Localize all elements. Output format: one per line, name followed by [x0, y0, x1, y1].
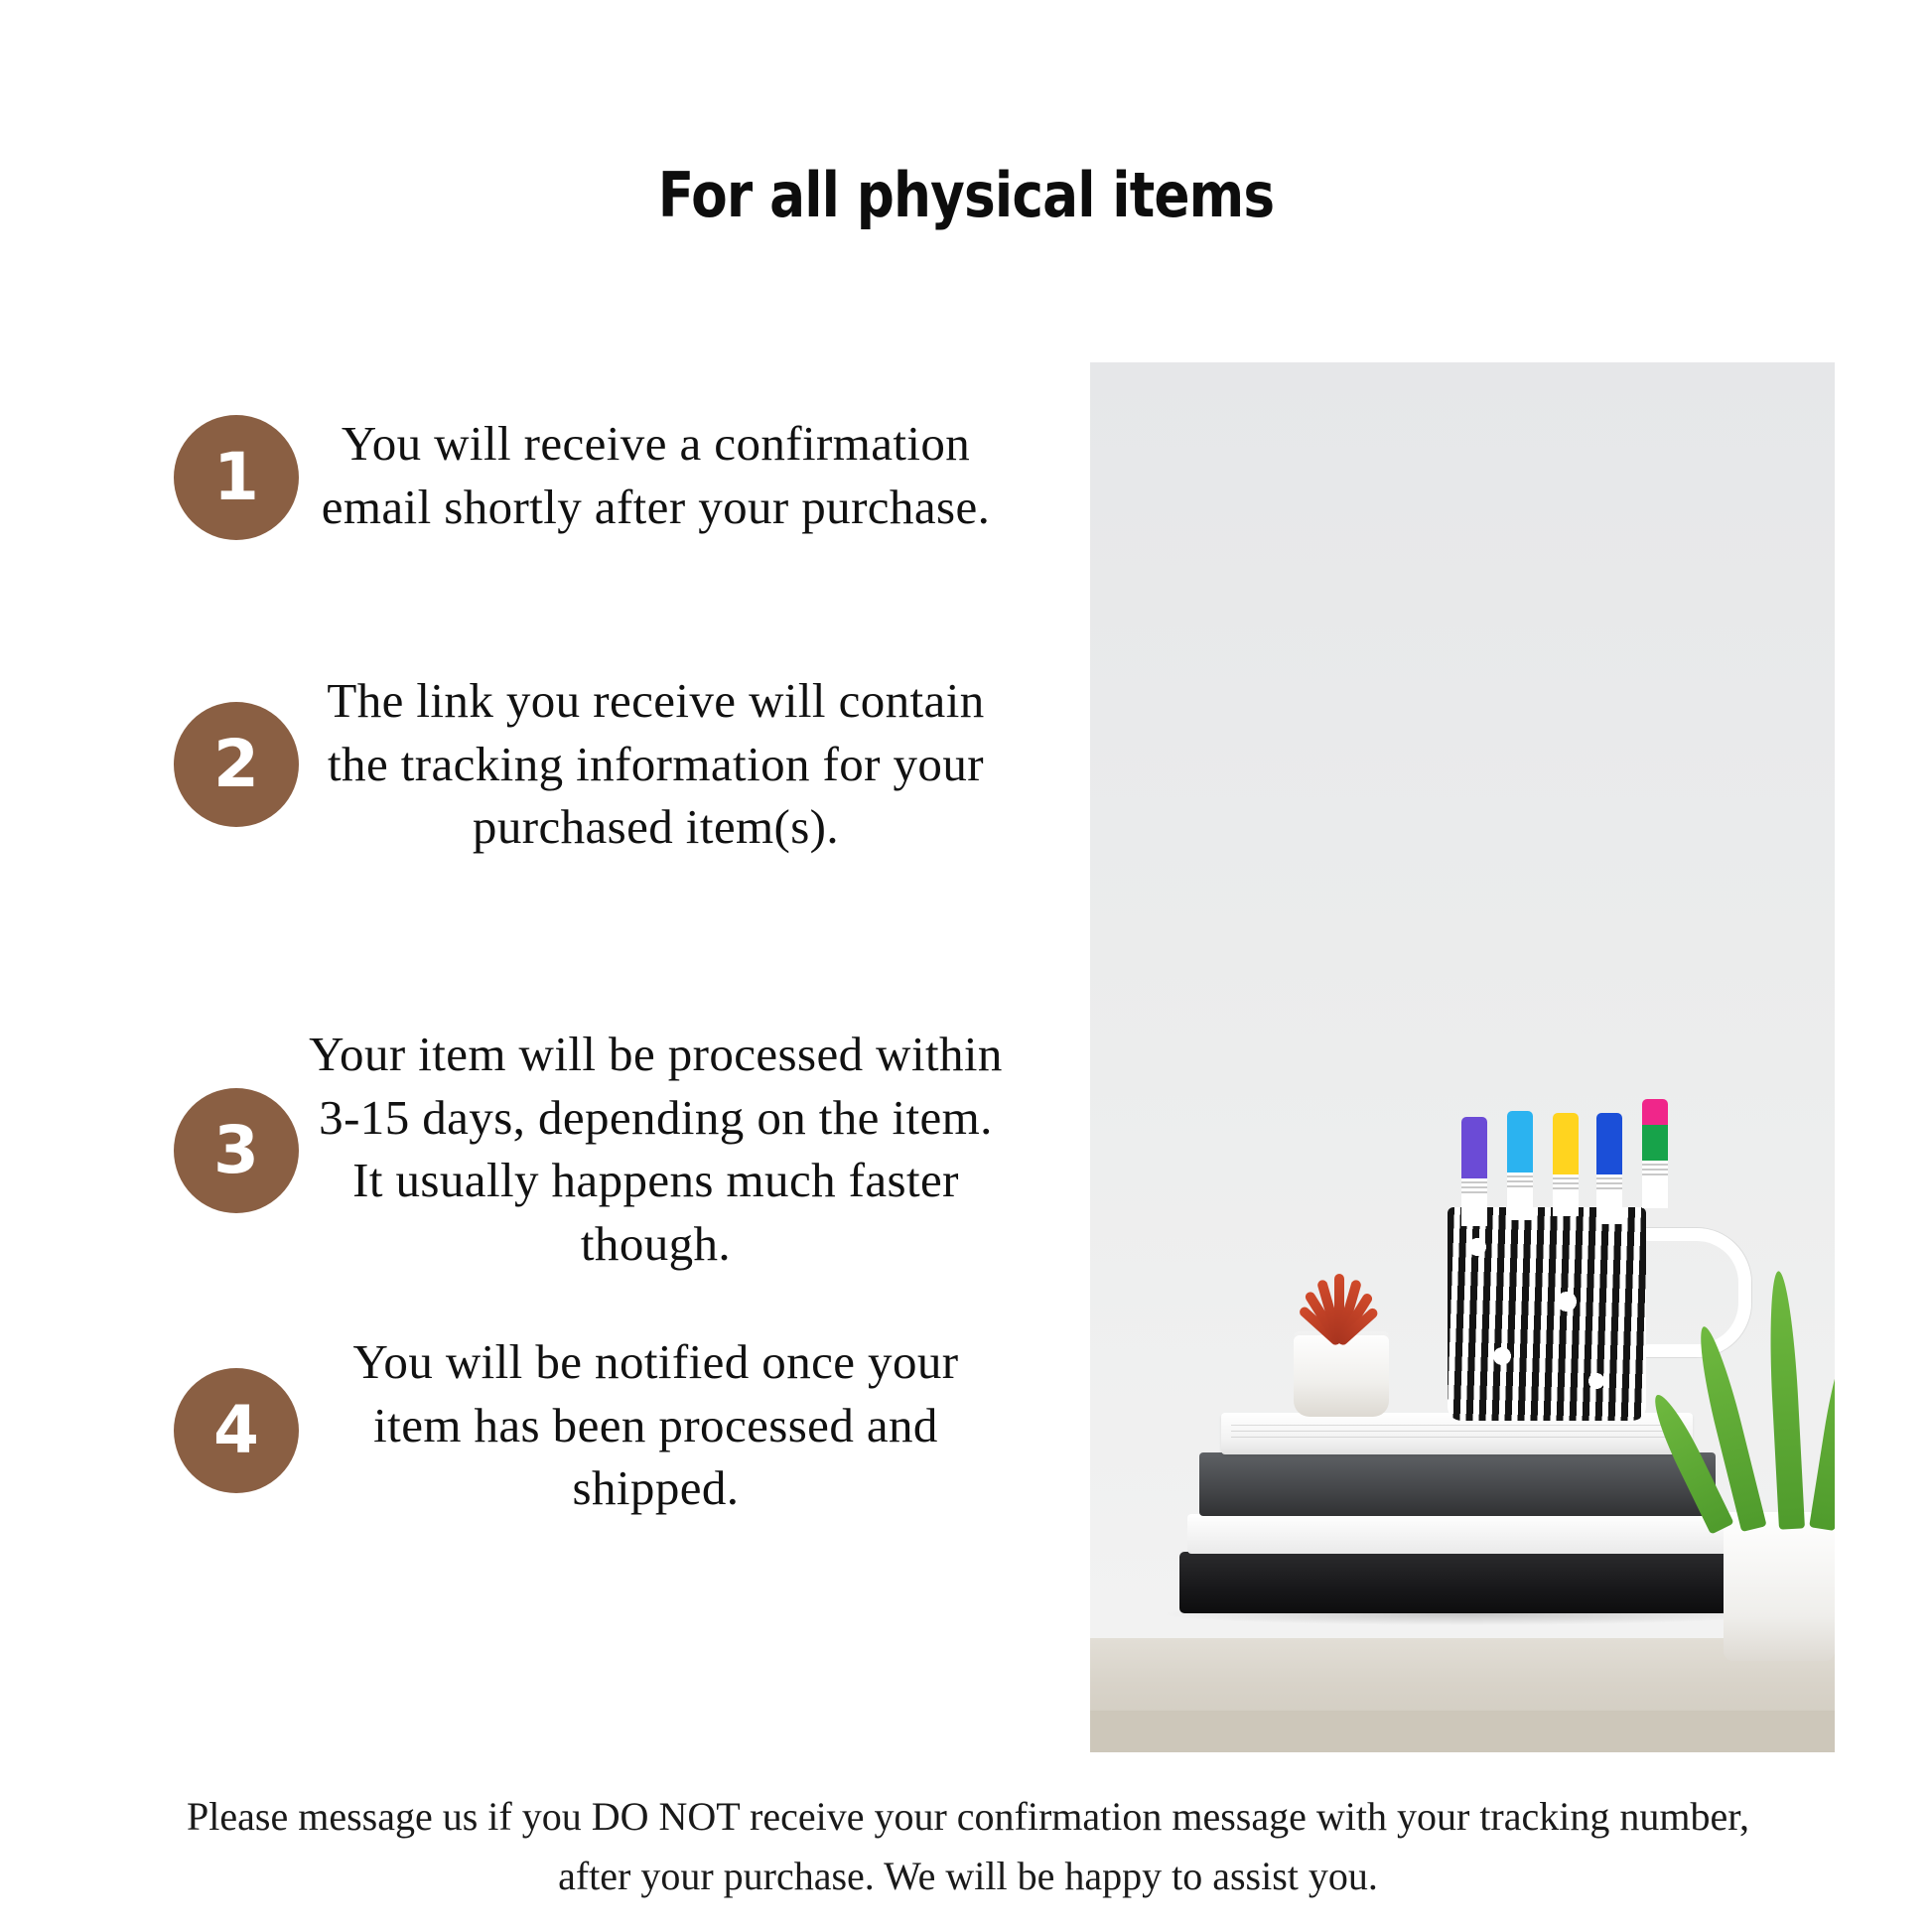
marker-body	[1461, 1194, 1487, 1226]
list-item	[174, 669, 1013, 859]
red-succulent	[1277, 1239, 1406, 1343]
marker-body	[1642, 1176, 1668, 1208]
marker-band	[1507, 1173, 1533, 1188]
marker-cap	[1642, 1099, 1668, 1161]
list-item	[174, 1023, 1013, 1276]
photo-desk-front-edge	[1090, 1711, 1835, 1752]
marker-band	[1596, 1174, 1622, 1190]
book-black	[1179, 1552, 1760, 1613]
list-item	[174, 412, 1013, 540]
marker-body	[1507, 1188, 1533, 1220]
marker-blue	[1596, 1113, 1622, 1224]
paper-lines	[1231, 1425, 1683, 1443]
step-text: The link you receive will contain the tracking information for your purchased item(s).	[327, 673, 985, 855]
page-title: For all physical items	[657, 159, 1275, 231]
step-text: You will receive a confirmation email shortly after your purchase.	[321, 416, 991, 534]
marker-cap	[1507, 1111, 1533, 1173]
marker-cap	[1461, 1117, 1487, 1178]
mug-handle	[1634, 1228, 1751, 1357]
tall-white-pot	[1724, 1512, 1835, 1661]
marker-cap	[1553, 1113, 1579, 1174]
footer-note: Please message us if you DO NOT receive your confirmation message with your tracking number, after your purchase. We will be happy to assist you.	[187, 1794, 1749, 1898]
marker-light-blue	[1507, 1111, 1533, 1220]
step-number-badge: 1	[174, 415, 299, 540]
step-number-badge: 2	[174, 702, 299, 827]
marker-yellow	[1553, 1113, 1579, 1216]
marker-band	[1642, 1161, 1668, 1176]
step-number-badge: 3	[174, 1088, 299, 1213]
desk-photo	[1090, 362, 1835, 1752]
marker-band	[1461, 1178, 1487, 1194]
step-text: Your item will be processed within 3-15 days, depending on the item. It usually happens much faster though.	[309, 1027, 1003, 1272]
marker-body	[1553, 1190, 1579, 1216]
book-gray-notebook	[1199, 1452, 1716, 1516]
step-text: You will be notified once your item has been processed and shipped.	[352, 1333, 959, 1516]
book-white-slim	[1187, 1514, 1743, 1554]
list-item	[174, 1330, 1013, 1520]
striped-mug	[1448, 1207, 1646, 1421]
marker-purple	[1461, 1117, 1487, 1226]
marker-cap	[1596, 1113, 1622, 1174]
step-number-badge: 4	[174, 1368, 299, 1493]
marker-body	[1596, 1190, 1622, 1224]
marker-pink-green	[1642, 1099, 1668, 1208]
marker-band	[1553, 1174, 1579, 1190]
steps-list	[174, 412, 1013, 1520]
